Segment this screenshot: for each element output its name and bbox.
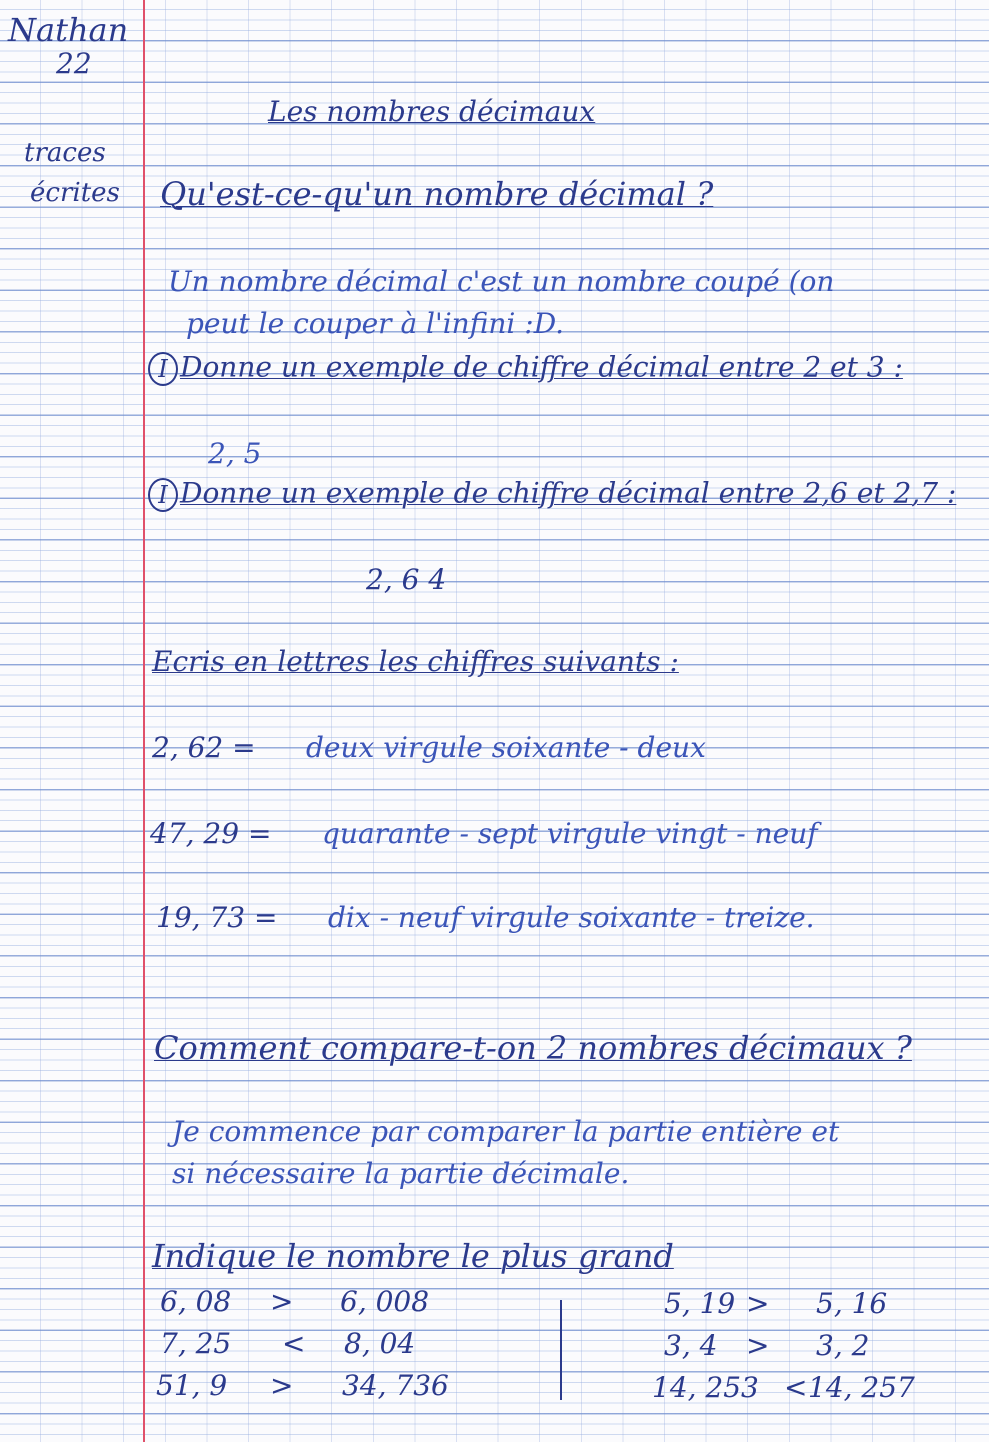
compare-left-a: 7, 25 — [160, 1327, 232, 1360]
number-1: 2, 62 = — [152, 731, 256, 764]
exercise-4-prompt: Indique le nombre le plus grand — [152, 1237, 674, 1275]
compare-right-op: > — [746, 1329, 770, 1362]
answer-1-line2: peut le couper à l'infini :D. — [186, 307, 565, 340]
number-3: 19, 73 = — [156, 901, 278, 934]
words-1: deux virgule soixante - deux — [306, 731, 706, 764]
compare-right-op: > — [746, 1287, 770, 1320]
compare-left-b: 34, 736 — [342, 1369, 449, 1402]
answer-2-line2: si nécessaire la partie décimale. — [172, 1157, 630, 1190]
exercise-marker-circle: I — [148, 352, 178, 386]
exercise-3-prompt: Ecris en lettres les chiffres suivants : — [152, 645, 679, 678]
compare-right-a: 14, 253 — [652, 1371, 759, 1404]
exercise-2-text: Donne un exemple de chiffre décimal entre 2,6 et 2,7 : — [180, 476, 957, 510]
margin-label-line2: écrites — [30, 178, 120, 208]
compare-right-a: 3, 4 — [664, 1329, 718, 1362]
number-2: 47, 29 = — [150, 817, 272, 850]
compare-left-op: > — [270, 1285, 294, 1318]
words-3: dix - neuf virgule soixante - treize. — [328, 901, 815, 934]
compare-right-op: < — [784, 1371, 808, 1404]
page-title: Les nombres décimaux — [268, 95, 596, 128]
compare-left-a: 6, 08 — [160, 1285, 232, 1318]
exercise-marker-circle: I — [148, 478, 178, 512]
exercise-2-answer: 2, 6 4 — [366, 563, 447, 596]
exercise-2-prompt — [148, 478, 956, 512]
margin-line — [143, 0, 145, 1442]
compare-right-b: 14, 257 — [808, 1371, 915, 1404]
compare-left-op: < — [282, 1327, 306, 1360]
exercise-1-prompt — [148, 352, 903, 386]
answer-2-line1: Je commence par comparer la partie entière et — [172, 1115, 840, 1148]
margin-label-line1: traces — [24, 138, 106, 168]
compare-left-b: 8, 04 — [344, 1327, 416, 1360]
words-2: quarante - sept virgule vingt - neuf — [322, 817, 818, 850]
answer-1-line1: Un nombre décimal c'est un nombre coupé (on — [168, 265, 835, 298]
column-divider — [560, 1300, 562, 1400]
exercise-1-answer: 2, 5 — [208, 437, 262, 470]
question-2: Comment compare-t-on 2 nombres décimaux ? — [154, 1029, 912, 1067]
compare-left-b: 6, 008 — [340, 1285, 430, 1318]
question-1: Qu'est-ce-qu'un nombre décimal ? — [160, 175, 714, 213]
compare-right-a: 5, 19 — [664, 1287, 736, 1320]
compare-left-a: 51, 9 — [156, 1369, 228, 1402]
compare-left-op: > — [270, 1369, 294, 1402]
compare-right-b: 5, 16 — [816, 1287, 888, 1320]
compare-right-b: 3, 2 — [816, 1329, 870, 1362]
student-name: Nathan — [8, 11, 129, 49]
exercise-1-text: Donne un exemple de chiffre décimal entre 2 et 3 : — [180, 350, 903, 384]
page-number: 22 — [56, 47, 92, 80]
